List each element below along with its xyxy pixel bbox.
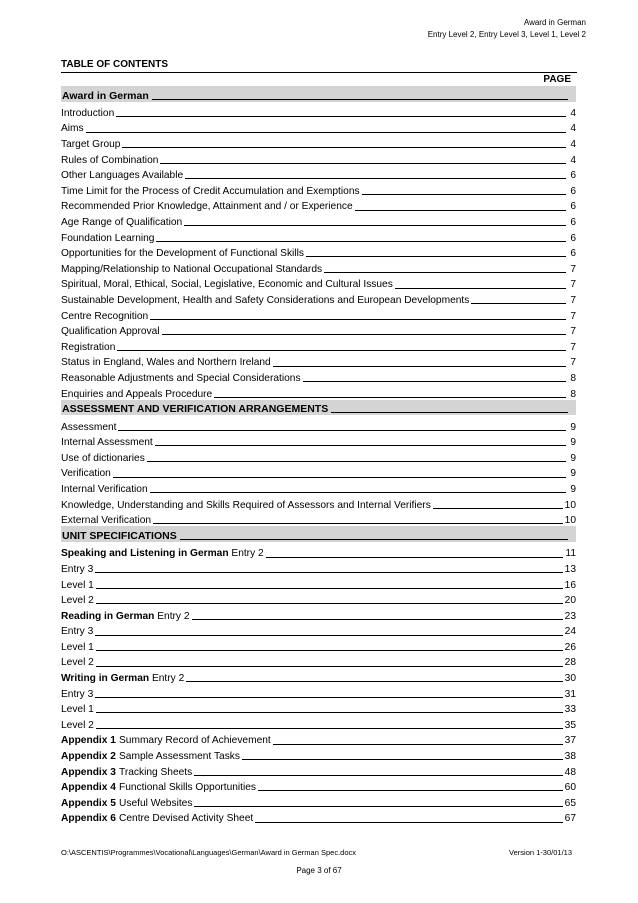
page-number: 9 <box>570 452 576 464</box>
toc-entry[interactable] <box>61 384 576 400</box>
page-number: 7 <box>570 326 576 338</box>
page-number: 30 <box>564 673 576 685</box>
leader-line <box>96 588 563 589</box>
toc-entry-label <box>61 248 304 259</box>
leader-line <box>117 350 566 351</box>
leader-line <box>150 492 566 493</box>
page-number: 23 <box>564 610 576 622</box>
page-number: 65 <box>564 797 576 809</box>
leader-line <box>194 806 562 807</box>
appendix-number: Appendix 6 <box>61 813 116 825</box>
entry-text: Qualification Approval <box>61 326 160 338</box>
entry-text: Level 2 <box>61 595 94 607</box>
toc-entry[interactable] <box>61 653 576 669</box>
toc-entry[interactable] <box>61 747 576 763</box>
leader-line <box>255 822 562 823</box>
entry-text: Functional Skills Opportunities <box>119 782 257 794</box>
leader-line <box>118 430 566 431</box>
toc-entry[interactable] <box>61 762 576 778</box>
toc-entry[interactable] <box>61 244 576 260</box>
entry-text: Useful Websites <box>119 797 193 809</box>
entry-text: Rules of Combination <box>61 154 159 166</box>
leader-line <box>86 132 566 133</box>
header-subtitle: Entry Level 2, Entry Level 3, Level 1, Level 2 <box>427 30 586 39</box>
section-heading-label: ASSESSMENT AND VERIFICATION ARRANGEMENTS <box>62 403 329 416</box>
leader-line <box>162 334 566 335</box>
page-number: 10 <box>564 499 576 511</box>
toc-entry-label <box>61 595 94 606</box>
unit-title: Writing in German <box>61 673 150 685</box>
leader-line <box>242 759 563 760</box>
leader-line <box>96 603 563 604</box>
entry-text: Internal Verification <box>61 484 148 496</box>
toc-title: TABLE OF CONTENTS <box>61 59 169 70</box>
page-number: 9 <box>570 421 576 433</box>
entry-text: Registration <box>61 341 116 353</box>
leader-line <box>116 116 566 117</box>
entry-text: Centre Recognition <box>61 310 149 322</box>
page-number: 16 <box>564 579 576 591</box>
toc-entry-label <box>61 311 148 322</box>
toc-entry[interactable] <box>61 417 576 433</box>
toc-section-heading <box>61 400 576 416</box>
toc-entry-label <box>61 123 84 134</box>
page-number: 35 <box>564 719 576 731</box>
toc-entry[interactable] <box>61 181 576 197</box>
toc-entry[interactable] <box>61 197 576 213</box>
leader-line <box>96 666 563 667</box>
leader-line <box>185 178 566 179</box>
toc-entry-label <box>61 155 158 166</box>
entry-text: Tracking Sheets <box>119 766 193 778</box>
entry-text: Level 1 <box>61 704 94 716</box>
toc-entry[interactable] <box>61 793 576 809</box>
toc-entry-label <box>61 548 264 559</box>
leader-line <box>395 288 566 289</box>
toc-entry-label <box>61 108 114 119</box>
page-number: 7 <box>570 357 576 369</box>
appendix-number: Appendix 4 <box>61 782 116 794</box>
entry-text: Entry 2 <box>228 548 264 560</box>
toc-entry[interactable] <box>61 480 576 496</box>
appendix-number: Appendix 2 <box>61 751 116 763</box>
leader-line <box>192 619 563 620</box>
page-number: 4 <box>570 154 576 166</box>
toc-section-heading <box>61 526 576 542</box>
entry-text: Centre Devised Activity Sheet <box>119 813 254 825</box>
toc-entry-label <box>61 139 120 150</box>
toc-entry-label <box>61 295 469 306</box>
toc-section-heading <box>61 86 576 102</box>
entry-text: Entry 3 <box>61 626 94 638</box>
leader-line <box>266 557 564 558</box>
entry-text: Use of dictionaries <box>61 452 145 464</box>
page-number: 24 <box>564 626 576 638</box>
page-number: 6 <box>570 248 576 260</box>
toc-entry-label <box>61 798 192 809</box>
leader-line <box>150 319 566 320</box>
leader-line <box>273 366 566 367</box>
toc-entry[interactable] <box>61 464 576 480</box>
page-number: 9 <box>570 484 576 496</box>
toc-entry-label <box>61 233 154 244</box>
page-number: 37 <box>564 735 576 747</box>
page-number: 9 <box>570 468 576 480</box>
page-number: 48 <box>564 766 576 778</box>
toc-entry[interactable] <box>61 353 576 369</box>
toc-entry-label <box>61 357 271 368</box>
leader-line <box>96 650 563 651</box>
table-of-contents <box>61 86 576 825</box>
leader-line <box>153 523 563 524</box>
entry-text: Status in England, Wales and Northern Ireland <box>61 357 271 369</box>
toc-entry-label <box>61 326 160 337</box>
entry-text: Level 1 <box>61 641 94 653</box>
toc-entry-label <box>61 217 182 228</box>
toc-entry[interactable] <box>61 150 576 166</box>
leader-line <box>160 163 566 164</box>
page-number: 10 <box>564 515 576 527</box>
unit-title: Speaking and Listening in German <box>61 548 229 560</box>
toc-entry[interactable] <box>61 259 576 275</box>
toc-entry[interactable] <box>61 433 576 449</box>
leader-line <box>155 445 566 446</box>
toc-entry-label <box>61 673 184 684</box>
page-number: 7 <box>570 341 576 353</box>
page-column-label: PAGE <box>543 74 571 85</box>
toc-entry-label <box>61 813 253 824</box>
toc-entry[interactable] <box>61 306 576 322</box>
entry-text: Target Group <box>61 139 121 151</box>
toc-entry[interactable] <box>61 511 576 527</box>
page-number: 7 <box>570 279 576 291</box>
entry-text: Knowledge, Understanding and Skills Required of Assessors and Internal Verifiers <box>61 499 431 511</box>
page-number: 13 <box>564 563 576 575</box>
page-number: 4 <box>570 139 576 151</box>
entry-text: Verification <box>61 468 111 480</box>
entry-text: Recommended Prior Knowledge, Attainment and / or Experience <box>61 201 353 213</box>
entry-text: Spiritual, Moral, Ethical, Social, Legislative, Economic and Cultural Issues <box>61 279 393 291</box>
entry-text: Foundation Learning <box>61 232 155 244</box>
leader-line <box>355 210 566 211</box>
toc-entry-label <box>61 279 393 290</box>
page-number: 8 <box>570 388 576 400</box>
toc-entry[interactable] <box>61 622 576 638</box>
toc-entry[interactable] <box>61 337 576 353</box>
page-number: 9 <box>570 437 576 449</box>
toc-entry[interactable] <box>61 228 576 244</box>
leader-line <box>95 572 562 573</box>
leader-line <box>184 225 566 226</box>
toc-entry[interactable] <box>61 119 576 135</box>
entry-text: Sustainable Development, Health and Safety Considerations and European Developments <box>61 295 470 306</box>
entry-text: External Verification <box>61 515 152 527</box>
toc-entry[interactable] <box>61 591 576 607</box>
toc-entry[interactable] <box>61 715 576 731</box>
leader-line <box>122 147 566 148</box>
toc-entry-label <box>61 767 192 778</box>
footer-page-number: Page 3 of 67 <box>296 866 342 875</box>
toc-entry[interactable] <box>61 495 576 511</box>
entry-text: Assessment <box>61 421 117 433</box>
page-number: 6 <box>570 201 576 213</box>
title-divider <box>61 72 577 73</box>
toc-entry[interactable] <box>61 291 576 307</box>
leader-line <box>273 744 563 745</box>
section-heading-label: Award in German <box>62 89 149 102</box>
entry-text: Summary Record of Achievement <box>119 735 271 747</box>
entry-text: Entry 3 <box>61 563 94 575</box>
toc-entry-label <box>61 657 94 668</box>
appendix-number: Appendix 5 <box>61 797 116 809</box>
entry-text: Level 1 <box>61 579 94 591</box>
entry-text: Mapping/Relationship to National Occupational Standards <box>61 263 323 275</box>
leader-line <box>113 477 566 478</box>
appendix-number: Appendix 3 <box>61 766 116 778</box>
entry-text: Entry 2 <box>154 610 190 622</box>
toc-entry[interactable] <box>61 809 576 825</box>
toc-entry[interactable] <box>61 560 576 576</box>
toc-entry[interactable] <box>61 213 576 229</box>
toc-entry[interactable] <box>61 448 576 464</box>
leader-line <box>194 775 562 776</box>
toc-entry-label <box>61 515 151 526</box>
leader-line <box>186 681 562 682</box>
toc-entry[interactable] <box>61 544 576 560</box>
entry-text: Opportunities for the Development of Functional Skills <box>61 248 304 260</box>
page-number: 4 <box>570 107 576 119</box>
toc-entry-label <box>61 751 240 762</box>
toc-entry-label <box>61 453 145 464</box>
section-leader-line <box>180 539 568 540</box>
page-number: 60 <box>564 782 576 794</box>
page-number: 7 <box>570 295 576 306</box>
toc-entry[interactable] <box>61 104 576 120</box>
leader-line <box>471 303 566 304</box>
entry-text: Reasonable Adjustments and Special Considerations <box>61 372 301 384</box>
page-number: 4 <box>570 123 576 135</box>
leader-line <box>95 697 562 698</box>
toc-entry[interactable] <box>61 684 576 700</box>
toc-entry-label <box>61 201 353 212</box>
entry-text: Internal Assessment <box>61 437 153 449</box>
toc-entry[interactable] <box>61 778 576 794</box>
toc-entry-label <box>61 500 431 511</box>
page-number: 6 <box>570 170 576 182</box>
toc-entry-label <box>61 264 322 275</box>
toc-entry[interactable] <box>61 275 576 291</box>
entry-text: Time Limit for the Process of Credit Accumulation and Exemptions <box>61 185 360 197</box>
page-number: 6 <box>570 185 576 197</box>
leader-line <box>156 241 566 242</box>
entry-text: Introduction <box>61 107 115 119</box>
leader-line <box>96 728 563 729</box>
page-number: 7 <box>570 263 576 275</box>
toc-entry-label <box>61 437 153 448</box>
page-number: 11 <box>565 548 576 560</box>
entry-text: Entry 3 <box>61 688 94 700</box>
page-number: 38 <box>564 751 576 763</box>
footer-version: Version 1-30/01/13 <box>509 848 572 857</box>
toc-entry-label <box>61 720 94 731</box>
unit-title: Reading in German <box>61 610 155 622</box>
entry-text: Age Range of Qualification <box>61 217 183 229</box>
page-number: 28 <box>564 657 576 669</box>
toc-entry-label <box>61 373 301 384</box>
page-number: 6 <box>570 217 576 229</box>
leader-line <box>147 461 566 462</box>
toc-entry[interactable] <box>61 700 576 716</box>
toc-entry-label <box>61 626 93 637</box>
page-number: 26 <box>564 641 576 653</box>
toc-entry-label <box>61 186 360 197</box>
toc-entry-label <box>61 611 190 622</box>
page-number: 31 <box>564 688 576 700</box>
section-leader-line <box>152 99 568 100</box>
leader-line <box>303 381 566 382</box>
toc-entry[interactable] <box>61 731 576 747</box>
entry-text: Entry 2 <box>149 673 185 685</box>
footer-file-path: O:\ASCENTIS\Programmes\Vocational\Languages\German\Award in German Spec.docx <box>61 848 357 857</box>
toc-entry-label <box>61 704 94 715</box>
toc-entry[interactable] <box>61 575 576 591</box>
toc-entry-label <box>61 642 94 653</box>
leader-line <box>214 397 566 398</box>
page-number: 33 <box>564 704 576 716</box>
entry-text: Level 2 <box>61 719 94 731</box>
page-number: 20 <box>564 595 576 607</box>
leader-line <box>96 712 563 713</box>
entry-text: Aims <box>61 123 84 135</box>
toc-entry-label <box>61 782 256 793</box>
toc-entry[interactable] <box>61 322 576 338</box>
toc-entry-label <box>61 735 271 746</box>
leader-line <box>258 790 563 791</box>
toc-entry[interactable] <box>61 669 576 685</box>
toc-entry-label <box>61 689 93 700</box>
section-leader-line <box>331 412 568 413</box>
toc-entry-label <box>61 484 148 495</box>
header-title: Award in German <box>523 18 586 27</box>
leader-line <box>306 256 566 257</box>
toc-entry[interactable] <box>61 369 576 385</box>
leader-line <box>95 635 562 636</box>
toc-entry[interactable] <box>61 638 576 654</box>
leader-line <box>433 508 563 509</box>
section-heading-label: UNIT SPECIFICATIONS <box>62 529 177 542</box>
leader-line <box>324 272 566 273</box>
toc-entry[interactable] <box>61 606 576 622</box>
leader-line <box>362 194 566 195</box>
page-number: 7 <box>570 310 576 322</box>
toc-entry-label <box>61 468 111 479</box>
toc-entry-label <box>61 170 183 181</box>
toc-entry-label <box>61 342 115 353</box>
entry-text: Level 2 <box>61 657 94 669</box>
toc-entry-label <box>61 422 116 433</box>
page-number: 6 <box>570 232 576 244</box>
toc-entry-label <box>61 389 212 400</box>
toc-entry[interactable] <box>61 166 576 182</box>
page-number: 8 <box>570 372 576 384</box>
toc-entry-label <box>61 564 93 575</box>
page-number: 67 <box>564 813 576 825</box>
toc-entry-label <box>61 580 94 591</box>
entry-text: Sample Assessment Tasks <box>119 751 240 763</box>
toc-entry[interactable] <box>61 135 576 151</box>
entry-text: Other Languages Available <box>61 170 184 182</box>
appendix-number: Appendix 1 <box>61 735 116 747</box>
entry-text: Enquiries and Appeals Procedure <box>61 388 213 400</box>
